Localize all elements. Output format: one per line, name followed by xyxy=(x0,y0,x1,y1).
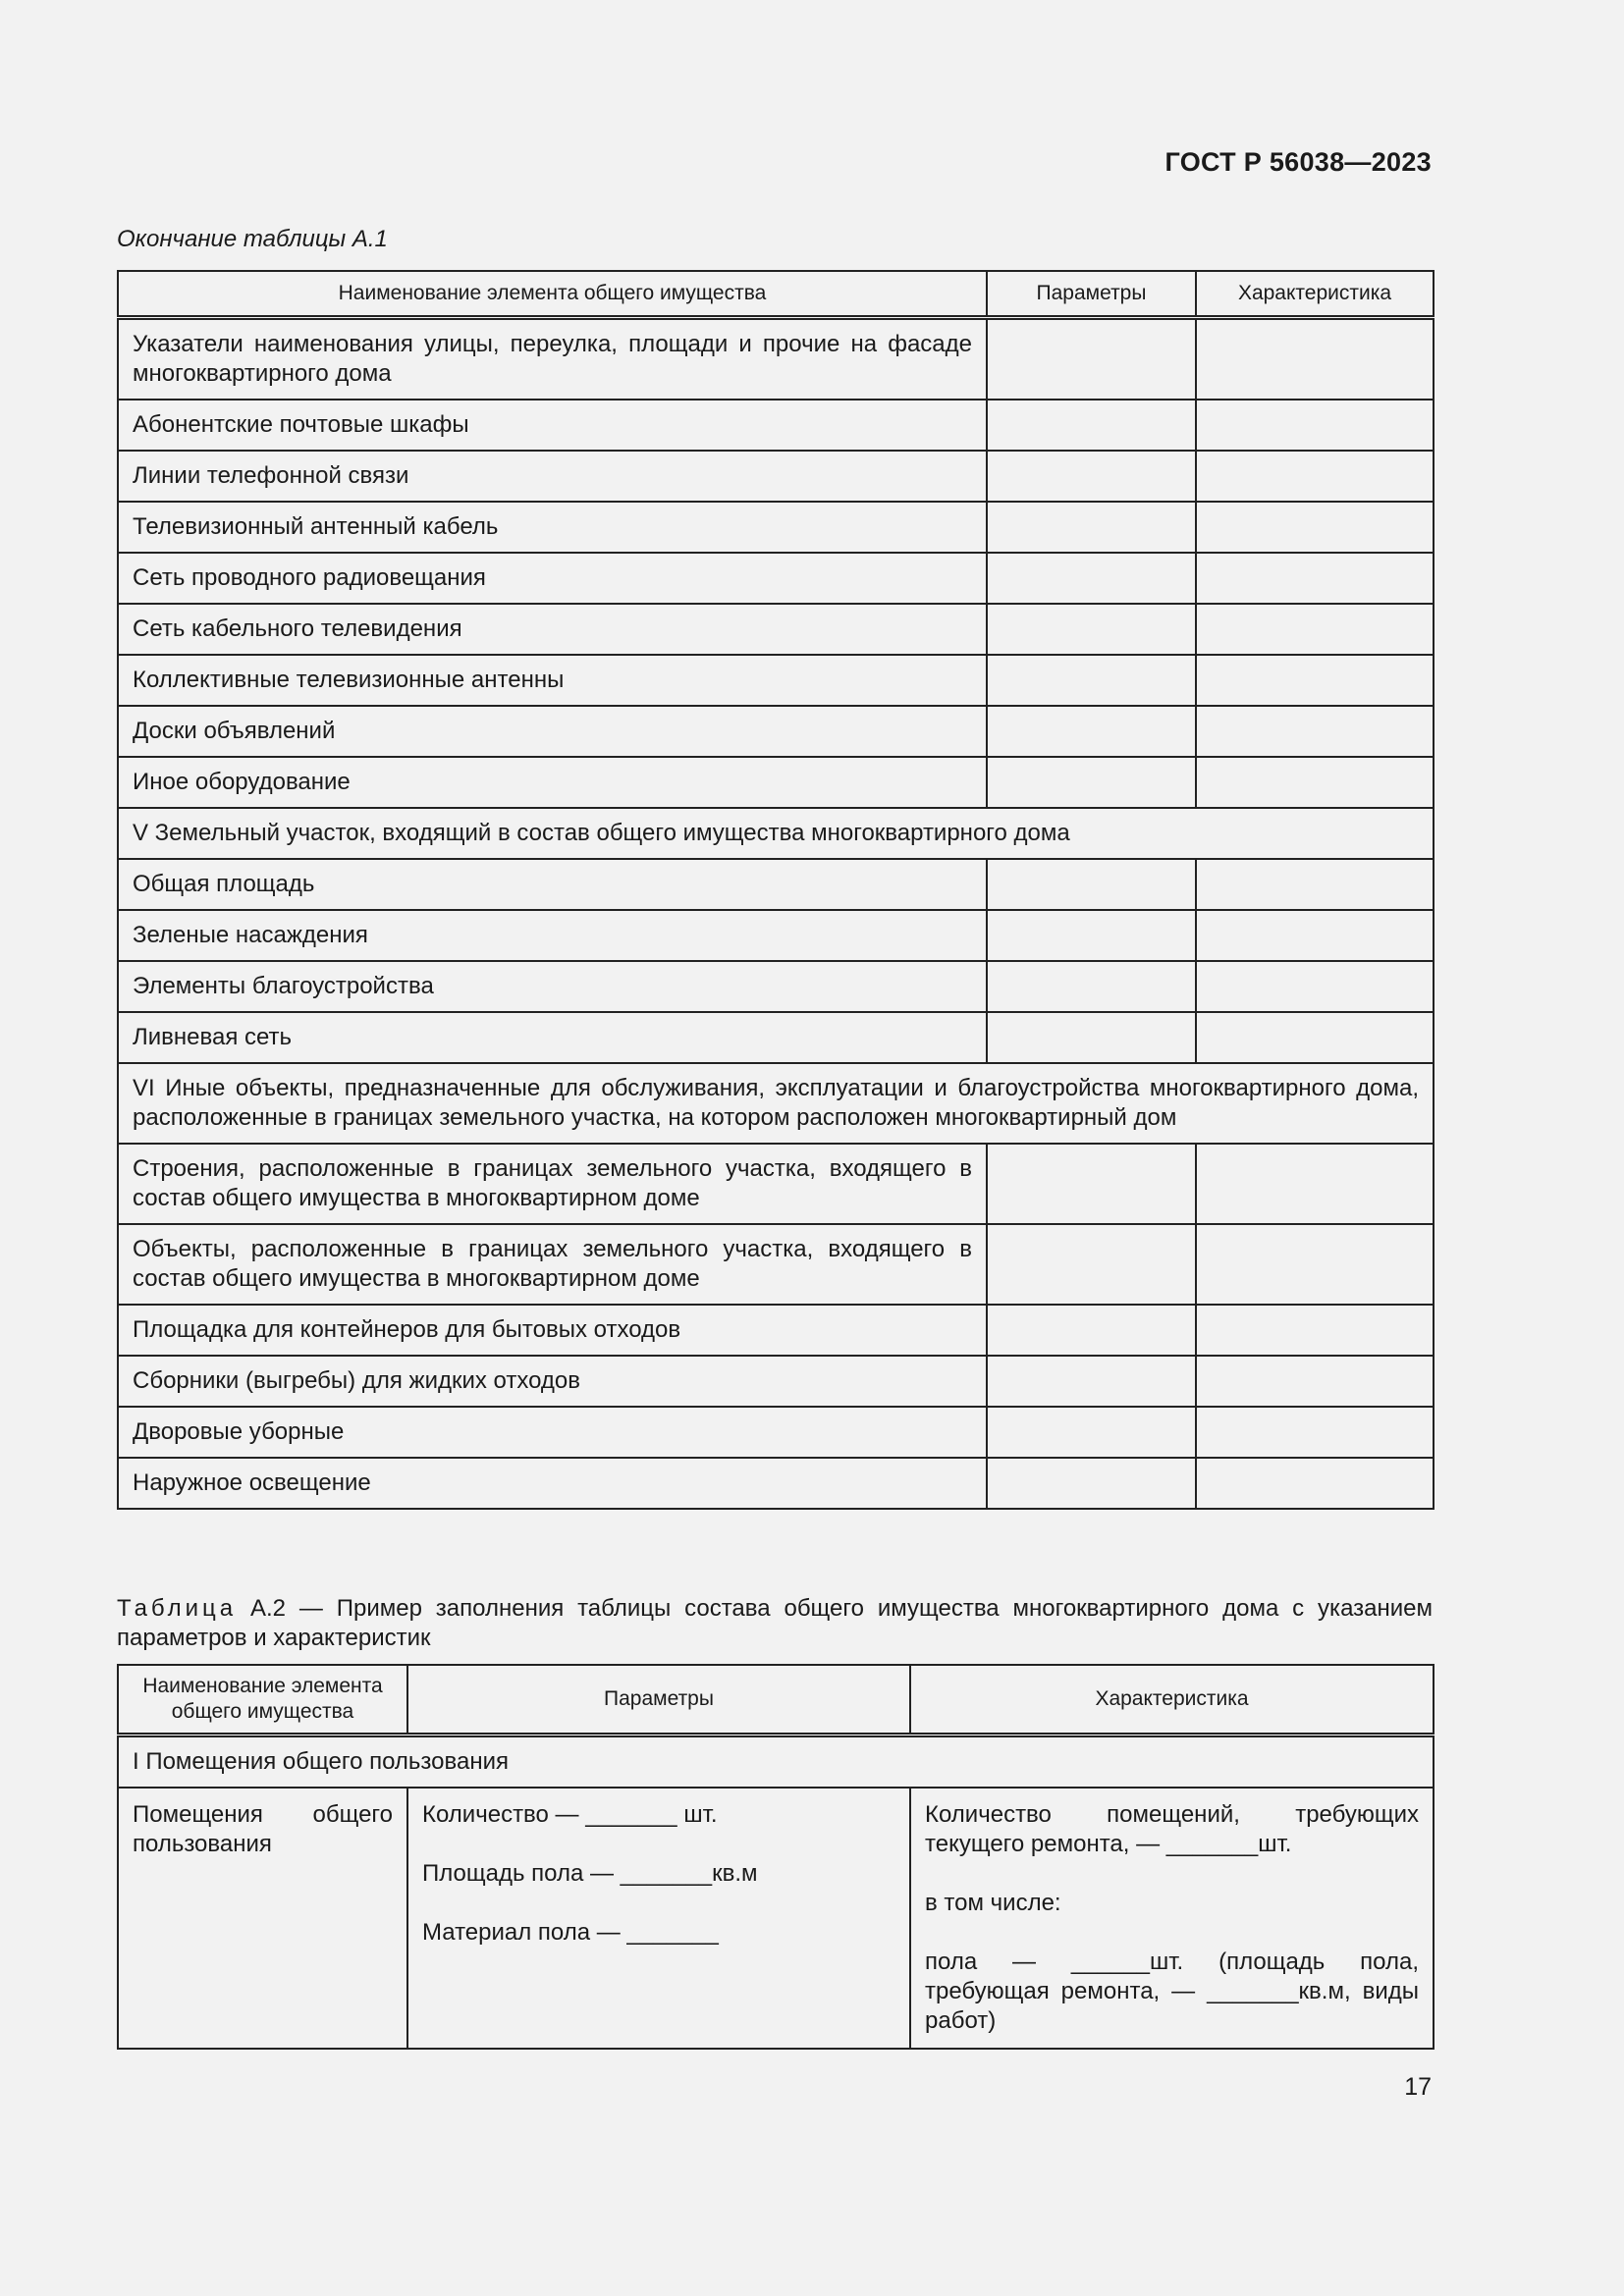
row-characteristics xyxy=(1196,1305,1434,1356)
row-params xyxy=(987,1144,1196,1224)
row-name: Наружное освещение xyxy=(118,1458,987,1509)
row-characteristics xyxy=(1196,400,1434,451)
row-name: Сборники (выгребы) для жидких отходов xyxy=(118,1356,987,1407)
row-name: Доски объявлений xyxy=(118,706,987,757)
table-row xyxy=(118,502,1434,553)
table-row xyxy=(118,1788,1434,2049)
row-params xyxy=(987,1224,1196,1305)
table-row xyxy=(118,859,1434,910)
table-row xyxy=(118,1224,1434,1305)
table-row xyxy=(118,451,1434,502)
row-name: Сеть проводного радиовещания xyxy=(118,553,987,604)
table2-caption-label: Таблица xyxy=(117,1595,238,1622)
table2-caption xyxy=(117,1594,1433,1653)
param-floor-area: Площадь пола — _______кв.м xyxy=(422,1860,758,1887)
row-params xyxy=(987,604,1196,655)
row-params xyxy=(987,910,1196,961)
table-row xyxy=(118,1012,1434,1063)
section-heading-v: V Земельный участок, входящий в состав общего имущества многоквартирного дома xyxy=(118,808,1434,859)
row-params xyxy=(987,961,1196,1012)
row-characteristics xyxy=(1196,553,1434,604)
row-name: Телевизионный антенный кабель xyxy=(118,502,987,553)
item-name: Помещения общего пользования xyxy=(133,1801,393,1857)
standard-designation: ГОСТ Р 56038—2023 xyxy=(1164,147,1432,177)
row-params xyxy=(987,757,1196,808)
char-rooms-repair: Количество помещений, требующих текущего ремонта, — _______шт. xyxy=(925,1801,1419,1857)
table2-header-row xyxy=(118,1665,1434,1735)
table1-header-name: Наименование элемента общего имущества xyxy=(118,271,987,318)
row-params xyxy=(987,1458,1196,1509)
row-characteristics xyxy=(1196,757,1434,808)
row-characteristics xyxy=(1196,318,1434,400)
row-params xyxy=(987,553,1196,604)
table1-header-row xyxy=(118,271,1434,318)
row-params xyxy=(987,1305,1196,1356)
table2-header-params: Параметры xyxy=(407,1665,910,1735)
item-characteristics-cell xyxy=(910,1788,1434,2049)
row-characteristics xyxy=(1196,706,1434,757)
table1-caption: Окончание таблицы А.1 xyxy=(117,226,388,252)
row-name: Объекты, расположенные в границах земельного участка, входящего в состав общего имущества в многоквартирном доме xyxy=(118,1224,987,1305)
row-characteristics xyxy=(1196,502,1434,553)
char-including: в том числе: xyxy=(925,1890,1061,1916)
row-params xyxy=(987,1012,1196,1063)
table2-header-name: Наименование элемента общего имущества xyxy=(118,1665,407,1735)
section-row xyxy=(118,1735,1434,1789)
item-name-cell xyxy=(118,1788,407,2049)
row-name: Указатели наименования улицы, переулка, площади и прочие на фасаде многоквартирного дома xyxy=(118,318,987,400)
section-row xyxy=(118,1063,1434,1144)
row-params xyxy=(987,502,1196,553)
row-params xyxy=(987,655,1196,706)
param-quantity: Количество — _______ шт. xyxy=(422,1801,718,1828)
row-name: Абонентские почтовые шкафы xyxy=(118,400,987,451)
row-characteristics xyxy=(1196,1012,1434,1063)
row-params xyxy=(987,859,1196,910)
row-params xyxy=(987,400,1196,451)
row-characteristics xyxy=(1196,961,1434,1012)
table-row xyxy=(118,1144,1434,1224)
row-characteristics xyxy=(1196,1224,1434,1305)
row-characteristics xyxy=(1196,451,1434,502)
param-floor-material: Материал пола — _______ xyxy=(422,1919,719,1946)
table-row xyxy=(118,1356,1434,1407)
row-characteristics xyxy=(1196,1407,1434,1458)
table-row xyxy=(118,1458,1434,1509)
table-row xyxy=(118,655,1434,706)
row-characteristics xyxy=(1196,1356,1434,1407)
row-params xyxy=(987,1356,1196,1407)
table1-header-characteristics: Характеристика xyxy=(1196,271,1434,318)
table-a1 xyxy=(117,270,1435,1510)
row-params xyxy=(987,1407,1196,1458)
section-heading-vi: VI Иные объекты, предназначенные для обслуживания, эксплуатации и благоустройства многоквартирного дома, расположенные в границах земельного участка, на котором расположен многоквартирный дом xyxy=(118,1063,1434,1144)
row-name: Элементы благоустройства xyxy=(118,961,987,1012)
row-characteristics xyxy=(1196,655,1434,706)
table-row xyxy=(118,961,1434,1012)
row-params xyxy=(987,318,1196,400)
row-characteristics xyxy=(1196,859,1434,910)
row-name: Коллективные телевизионные антенны xyxy=(118,655,987,706)
table-row xyxy=(118,706,1434,757)
section-heading-i: I Помещения общего пользования xyxy=(118,1735,1434,1789)
table-row xyxy=(118,318,1434,400)
char-floor-repair: пола — ______шт. (площадь пола, требующая ремонта, — _______кв.м, виды работ) xyxy=(925,1949,1419,2034)
row-name: Линии телефонной связи xyxy=(118,451,987,502)
table-row xyxy=(118,757,1434,808)
row-name: Иное оборудование xyxy=(118,757,987,808)
table-row xyxy=(118,604,1434,655)
row-name: Зеленые насаждения xyxy=(118,910,987,961)
table-row xyxy=(118,1407,1434,1458)
section-row xyxy=(118,808,1434,859)
item-params-cell xyxy=(407,1788,910,2049)
table-row xyxy=(118,910,1434,961)
table-row xyxy=(118,553,1434,604)
row-characteristics xyxy=(1196,1458,1434,1509)
table2-caption-text: А.2 — Пример заполнения таблицы состава общего имущества многоквартирного дома с указанием параметров и характеристик xyxy=(117,1595,1434,1651)
row-name: Общая площадь xyxy=(118,859,987,910)
table-row xyxy=(118,400,1434,451)
row-name: Строения, расположенные в границах земельного участка, входящего в состав общего имущества в многоквартирном доме xyxy=(118,1144,987,1224)
row-characteristics xyxy=(1196,604,1434,655)
row-characteristics xyxy=(1196,910,1434,961)
row-name: Площадка для контейнеров для бытовых отходов xyxy=(118,1305,987,1356)
row-name: Ливневая сеть xyxy=(118,1012,987,1063)
row-name: Сеть кабельного телевидения xyxy=(118,604,987,655)
table1-header-params: Параметры xyxy=(987,271,1196,318)
row-params xyxy=(987,451,1196,502)
table2-header-characteristics: Характеристика xyxy=(910,1665,1434,1735)
page-number: 17 xyxy=(1404,2073,1432,2101)
row-characteristics xyxy=(1196,1144,1434,1224)
row-params xyxy=(987,706,1196,757)
table-a2 xyxy=(117,1664,1435,2050)
row-name: Дворовые уборные xyxy=(118,1407,987,1458)
table-row xyxy=(118,1305,1434,1356)
